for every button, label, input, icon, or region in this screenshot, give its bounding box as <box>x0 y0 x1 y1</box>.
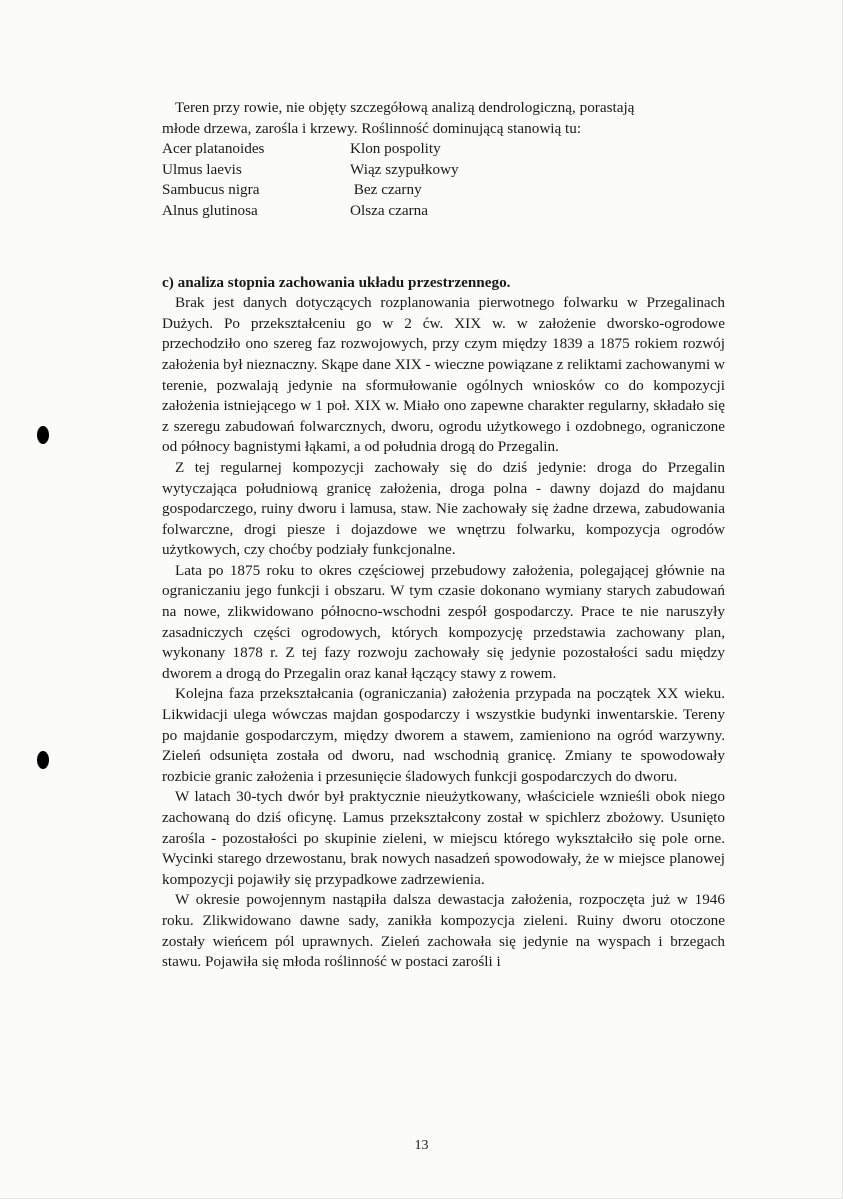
plant-row <box>162 201 725 222</box>
page-content <box>162 98 725 973</box>
punch-hole-mark-top <box>37 426 49 444</box>
body-paragraph: Brak jest danych dotyczących rozplanowania pierwotnego folwarku w Przegalinach Dużych. Po przekształceniu go w 2 ćw. XIX w. w założenie dworsko-ogrodowe przechodziło ono szereg faz rozwojowych, przy czym między 1839 a 1875 rokiem rozwój założenia był nieznaczny. Skąpe dane XIX - wieczne powiązane z reliktami zachowanymi w terenie, pozwalają jedynie na sformułowanie ogólnych wniosków co do kompozycji założenia istniejącego w 1 poł. XIX w. Miało ono zapewne charakter regularny, składało się z szeregu zabudowań folwarcznych, dworu, ogrodu użytkowego i ozdobnego, ograniczone od północy bagnistymi łąkami, a od południa drogą do Przegalin. <box>162 294 725 456</box>
plant-latin-name: Ulmus laevis <box>162 160 242 178</box>
plant-polish-name: Klon pospolity <box>350 140 441 158</box>
body-paragraph: Lata po 1875 roku to okres częściowej przebudowy założenia, polegającej głównie na ograniczaniu jego funkcji i obszaru. W tym czasie dokonano wymiany starych zabudowań na nowe, zlikwidowano północno-wschodni zespół gospodarczy. Prace te nie naruszyły zasadniczych części ogrodowych, których kompozycję przedstawia zachowany plan, wykonany 1878 r. Z tej fazy rozwoju zachowały się jedynie pozostałości sadu między dworem a drogą do Przegalin oraz kanał łączący stawy z rowem. <box>162 561 725 682</box>
plant-row <box>162 139 725 160</box>
body-paragraph: Z tej regularnej kompozycji zachowały się do dziś jedynie: droga do Przegalin wytyczająca południową granicę założenia, droga polna - dawny dojazd do majdanu gospodarczego, ruiny dworu i lamusa, staw. Nie zachowały się żadne drzewa, zabudowania folwarczne, drogi piesze i dojazdowe we wnętrzu folwarku, kompozycja ogrodów użytkowych, czy choćby podziały funkcjonalne. <box>162 458 725 559</box>
punch-hole-mark-bottom <box>37 751 49 769</box>
plant-list <box>162 139 725 221</box>
plant-polish-name: Olsza czarna <box>350 201 428 219</box>
body-paragraph: W okresie powojennym nastąpiła dalsza dewastacja założenia, rozpoczęta już w 1946 roku. Zlikwidowano dawne sady, zanikła kompozycja zieleni. Ruiny dworu otoczone zostały wieńcem pól uprawnych. Zieleń zachowała się jedynie na wyspach i brzegach stawu. Pojawiła się młoda roślinność w postaci zarośli i <box>162 891 725 971</box>
plant-latin-name: Acer platanoides <box>162 140 265 158</box>
body-paragraph: Kolejna faza przekształcania (ograniczania) założenia przypada na początek XX wieku. Likwidacji ulega wówczas majdan gospodarczy i wszystkie budynki inwentarskie. Tereny po majdanie gospodarczym, między dworem a stawem, zamieniono na ogród warzywny. Zieleń odsunięta została od dworu, nad wschodnią granicę. Zmiany te spowodowały rozbicie granic założenia i przesunięcie śladowych funkcji gospodarczych do dworu. <box>162 685 725 785</box>
plant-row <box>162 160 725 181</box>
plant-latin-name: Sambucus nigra <box>162 181 260 199</box>
plant-latin-name: Alnus glutinosa <box>162 201 258 219</box>
body-paragraph: W latach 30-tych dwór był praktycznie nieużytkowany, właściciele wznieśli obok niego zachowaną do dziś oficynę. Lamus przekształcony został w spichlerz zbożowy. Usunięto zarośla - pozostałości po skupinie zieleni, w miejscu którego wykształciło się pole orne. Wycinki starego drzewostanu, brak nowych nasadzeń spowodowały, że w miejsce planowej kompozycji pojawiły się przypadkowe zadrzewienia. <box>162 788 725 888</box>
plant-polish-name: Wiąz szypułkowy <box>350 160 459 178</box>
intro-line-1: Teren przy rowie, nie objęty szczegółową analizą dendrologiczną, porastają <box>175 99 635 116</box>
intro-line-2: młode drzewa, zarośla i krzewy. Roślinność dominującą stanowią tu: <box>162 119 582 137</box>
plant-row <box>162 180 725 201</box>
plant-polish-name: Bez czarny <box>350 181 422 199</box>
section-heading: c) analiza stopnia zachowania układu przestrzennego. <box>162 273 511 291</box>
page-number: 13 <box>414 1138 429 1153</box>
